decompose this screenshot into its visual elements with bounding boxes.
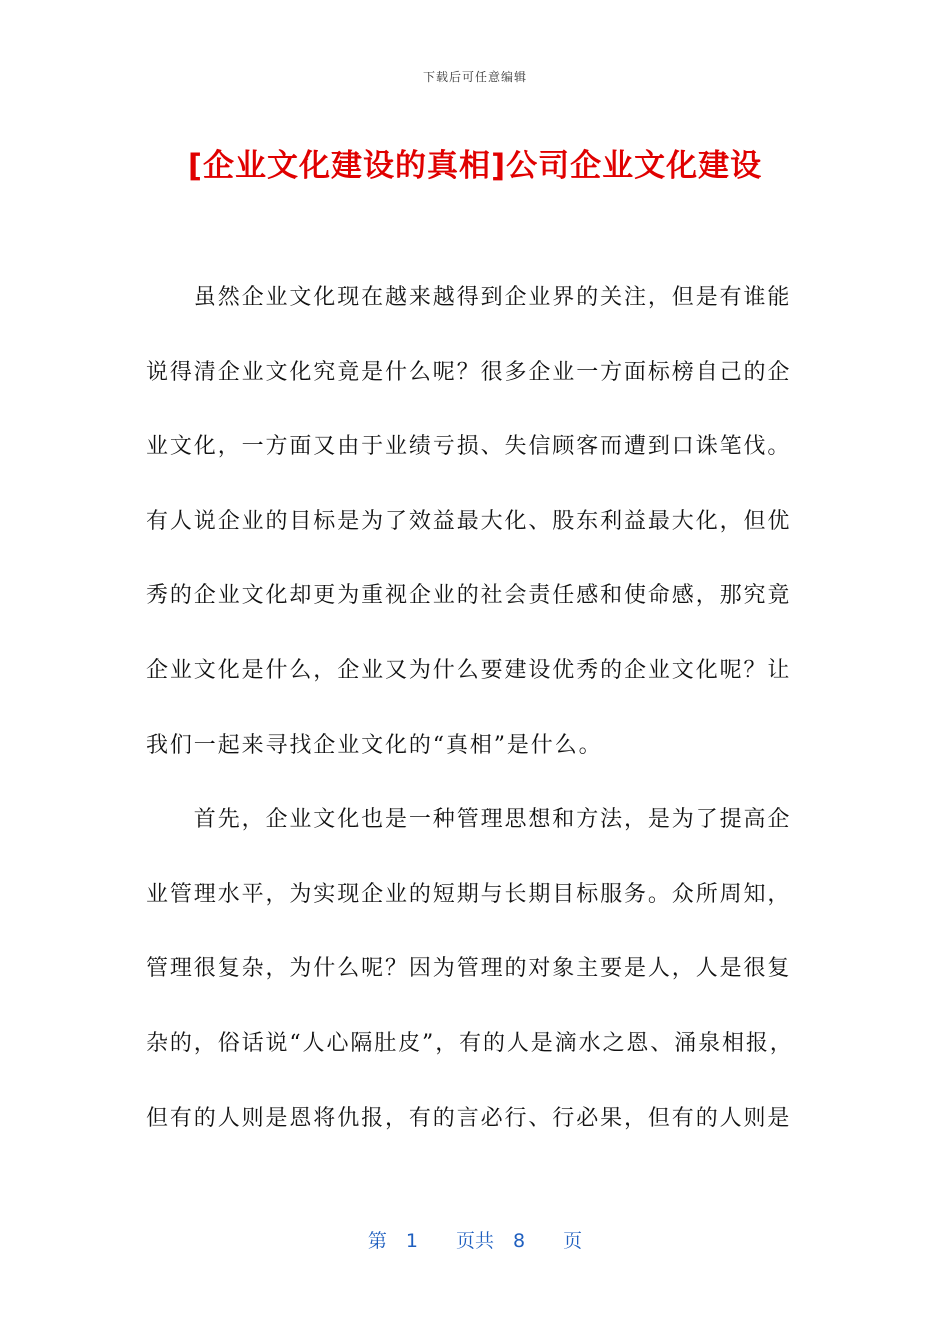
body-text [146, 272, 806, 1167]
body-line: 虽然企业文化现在越来越得到企业界的关注，但是有谁能 [146, 285, 792, 310]
body-line: 秀的企业文化却更为重视企业的社会责任感和使命感，那究竟 [146, 583, 792, 609]
body-line: 杂的，俗话说“人心隔肚皮”，有的人是滴水之恩、涌泉相报， [146, 1030, 794, 1056]
body-line: 说得清企业文化究竟是什么呢？很多企业一方面标榜自己的企 [146, 359, 792, 385]
body-line: 有人说企业的目标是为了效益最大化、股东利益最大化，但优 [146, 508, 792, 534]
body-line: 我们一起来寻找企业文化的“真相”是什么。 [146, 732, 603, 758]
document-title: [企业文化建设的真相]公司企业文化建设 [187, 148, 763, 184]
page-footer: 第 1 页共 8 页 [367, 1230, 583, 1252]
body-line: 首先，企业文化也是一种管理思想和方法，是为了提高企 [146, 807, 792, 833]
header-note: 下载后可任意编辑 [422, 70, 527, 84]
body-line: 但有的人则是恩将仇报，有的言必行、行必果，但有的人则是 [146, 1105, 792, 1131]
body-line: 管理很复杂，为什么呢？因为管理的对象主要是人，人是很复 [146, 956, 792, 982]
body-line: 业文化，一方面又由于业绩亏损、失信顾客而遭到口诛笔伐。 [146, 434, 792, 460]
body-line: 业管理水平，为实现企业的短期与长期目标服务。众所周知， [146, 881, 792, 907]
body-line: 企业文化是什么，企业又为什么要建设优秀的企业文化呢？让 [146, 657, 792, 683]
